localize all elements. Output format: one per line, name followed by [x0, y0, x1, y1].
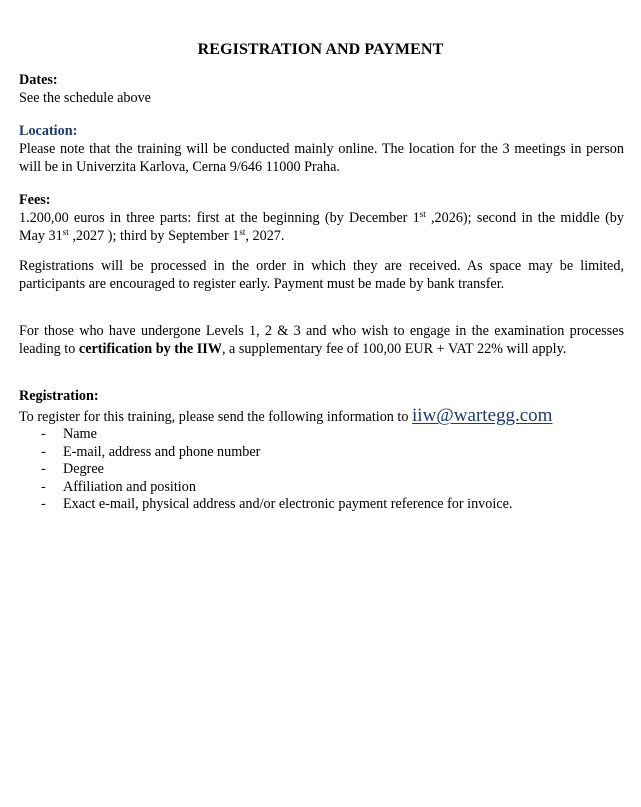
- list-item: [19, 444, 624, 462]
- dash-bullet: -: [41, 496, 46, 512]
- dates-heading: Dates:: [19, 72, 58, 88]
- list-item-text: E-mail, address and phone number: [63, 443, 261, 460]
- superscript-st: st: [419, 209, 426, 219]
- registration-heading: Registration:: [19, 388, 99, 404]
- fees-installments-part-4: , 2027.: [245, 228, 285, 244]
- fees-installments-part-3: ,2027 ); third by September 1: [68, 228, 240, 244]
- fees-installments-part-1: 1.200,00 euros in three parts: first at the beginning (by December 1: [19, 210, 420, 226]
- certification-fee-note: [19, 322, 624, 358]
- certification-note-part-2: , a supplementary fee of 100,00 EUR + VAT 22% will apply.: [221, 341, 567, 357]
- superscript-st: st: [239, 227, 246, 237]
- location-heading: Location:: [19, 123, 78, 139]
- list-item: [19, 496, 624, 514]
- certification-note-part-1: For those who have undergone Levels 1, 2 & 3 and who wish to engage in the examination processes leading to: [19, 323, 624, 357]
- dash-bullet: -: [41, 426, 46, 442]
- dash-bullet: -: [41, 478, 46, 495]
- location-text: Please note that the training will be conducted mainly online. The location for the 3 meetings in person will be in Univerzita Karlova, Cerna 9/646 11000 Praha.: [19, 141, 624, 175]
- dates-section: [19, 71, 624, 107]
- registration-section: [19, 387, 624, 514]
- registration-requirements-list: [19, 426, 624, 514]
- certification-note-bold: certification by the IIW: [78, 341, 222, 357]
- fees-section: [19, 191, 624, 245]
- list-item: [19, 461, 624, 479]
- list-item: [19, 426, 624, 444]
- list-item-text: Affiliation and position: [63, 478, 196, 495]
- location-section: [19, 122, 624, 176]
- registration-intro-line: [19, 405, 624, 426]
- registration-intro: To register for this training, please send the following information to: [19, 409, 409, 425]
- list-item-text: Name: [63, 426, 97, 442]
- fees-processing-note: Registrations will be processed in the order in which they are received. As space may be limited, participants are encouraged to register early. Payment must be made by bank transfer.: [19, 258, 624, 292]
- list-item-text: Degree: [63, 461, 104, 477]
- email-link[interactable]: iiw@wartegg.com: [412, 405, 553, 426]
- list-item: [19, 479, 624, 497]
- superscript-st: st: [62, 227, 69, 237]
- dates-text: See the schedule above: [19, 90, 151, 106]
- fees-installments: [19, 209, 624, 245]
- dash-bullet: -: [41, 461, 46, 477]
- page-title: REGISTRATION AND PAYMENT: [197, 41, 444, 58]
- fees-heading: Fees:: [19, 192, 51, 208]
- dash-bullet: -: [41, 443, 46, 460]
- fees-installments-part-2: ,2026); second in the middle (by May 31: [19, 210, 624, 244]
- list-item-text: Exact e-mail, physical address and/or electronic payment reference for invoice.: [63, 496, 513, 512]
